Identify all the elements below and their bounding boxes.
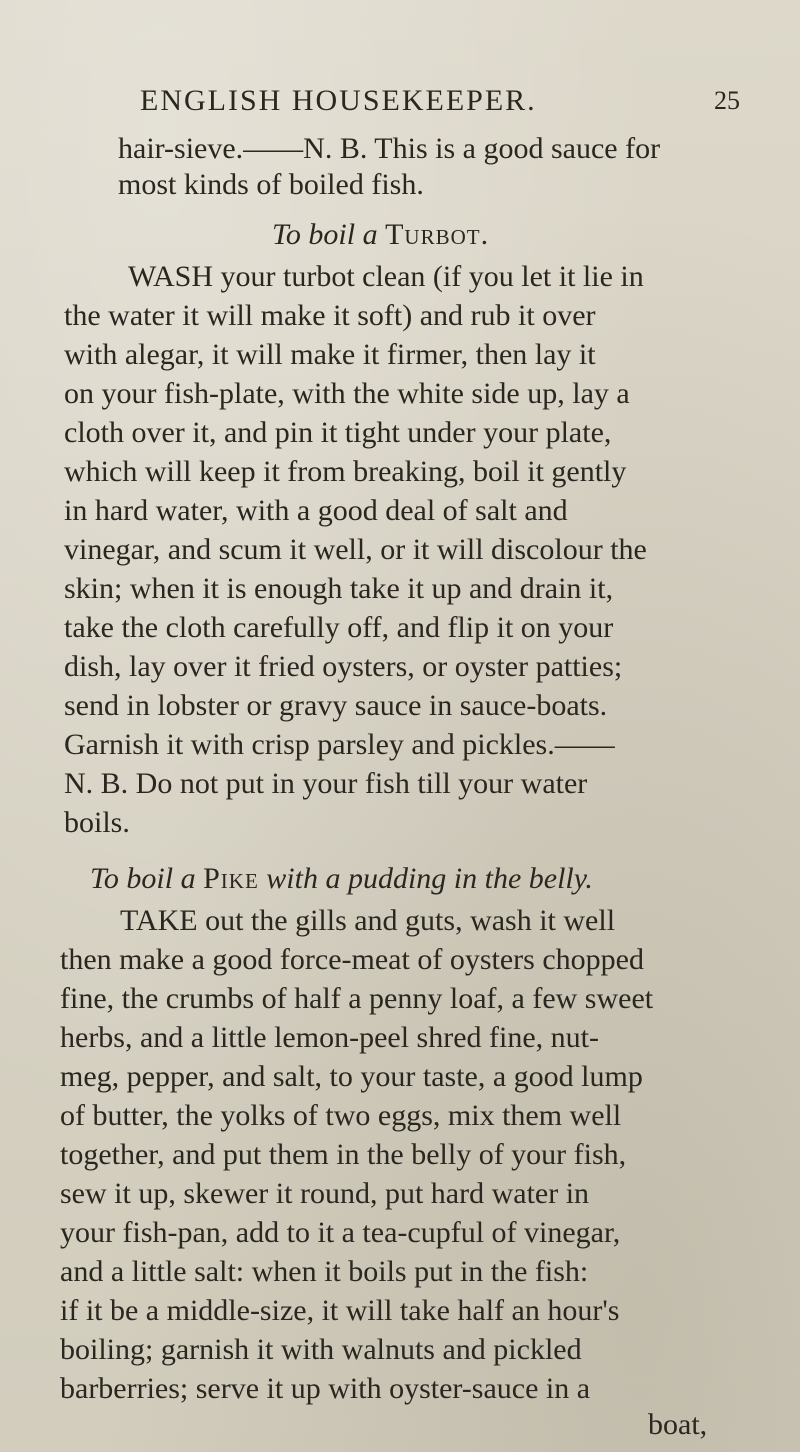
- text-line: cloth over it, and pin it tight under your plate,: [64, 416, 612, 449]
- text-line: fine, the crumbs of half a penny loaf, a few sweet: [60, 982, 654, 1015]
- text-line: WASH your turbot clean (if you let it lie in: [128, 260, 644, 293]
- text-line: hair-sieve.——N. B. This is a good sauce for: [118, 132, 661, 165]
- text-line: in hard water, with a good deal of salt and: [64, 494, 568, 527]
- text-line: together, and put them in the belly of your fish,: [60, 1138, 627, 1171]
- text-line: barberries; serve it up with oyster-sauce in a: [60, 1372, 591, 1405]
- text-line: skin; when it is enough take it up and drain it,: [64, 572, 614, 605]
- text-line: sew it up, skewer it round, put hard water in: [60, 1177, 590, 1210]
- text-line: which will keep it from breaking, boil it gently: [64, 455, 627, 488]
- text-line: vinegar, and scum it well, or it will discolour the: [64, 533, 647, 566]
- text-line: if it be a middle-size, it will take half an hour's: [60, 1294, 620, 1327]
- section-heading-pike: [90, 862, 593, 896]
- text-line: Garnish it with crisp parsley and pickles.——: [64, 728, 615, 761]
- text-line: the water it will make it soft) and rub it over: [64, 299, 596, 332]
- catchword: boat,: [648, 1408, 708, 1441]
- text-line: most kinds of boiled fish.: [118, 168, 424, 201]
- text-line: of butter, the yolks of two eggs, mix them well: [60, 1099, 622, 1132]
- page-header: [140, 84, 740, 124]
- text-line: herbs, and a little lemon-peel shred fine, nut-: [60, 1021, 599, 1054]
- text-line: dish, lay over it fried oysters, or oyster patties;: [64, 650, 623, 683]
- text-line: and a little salt: when it boils put in the fish:: [60, 1255, 589, 1288]
- heading-subject: Pike: [203, 862, 259, 895]
- page-number: 25: [714, 86, 740, 115]
- text-line: TAKE out the gills and guts, wash it well: [120, 904, 616, 937]
- running-head: ENGLISH HOUSEKEEPER.: [140, 84, 537, 117]
- text-line: boiling; garnish it with walnuts and pickled: [60, 1333, 582, 1366]
- text-line: your fish-pan, add to it a tea-cupful of vinegar,: [60, 1216, 621, 1249]
- heading-prefix: To boil a: [272, 218, 378, 251]
- heading-prefix: To boil a: [90, 862, 196, 895]
- text-line: N. B. Do not put in your fish till your water: [64, 767, 588, 800]
- text-line: take the cloth carefully off, and flip it on your: [64, 611, 614, 644]
- text-line: then make a good force-meat of oysters chopped: [60, 943, 644, 976]
- text-line: boils.: [64, 806, 130, 839]
- text-line: send in lobster or gravy sauce in sauce-boats.: [64, 689, 608, 722]
- heading-subject: Turbot.: [385, 218, 490, 251]
- text-line: on your fish-plate, with the white side up, lay a: [64, 377, 630, 410]
- heading-suffix: with a pudding in the belly.: [266, 862, 593, 895]
- text-line: with alegar, it will make it firmer, then lay it: [64, 338, 596, 371]
- text-line: meg, pepper, and salt, to your taste, a good lump: [60, 1060, 643, 1093]
- section-heading-turbot: [272, 218, 489, 252]
